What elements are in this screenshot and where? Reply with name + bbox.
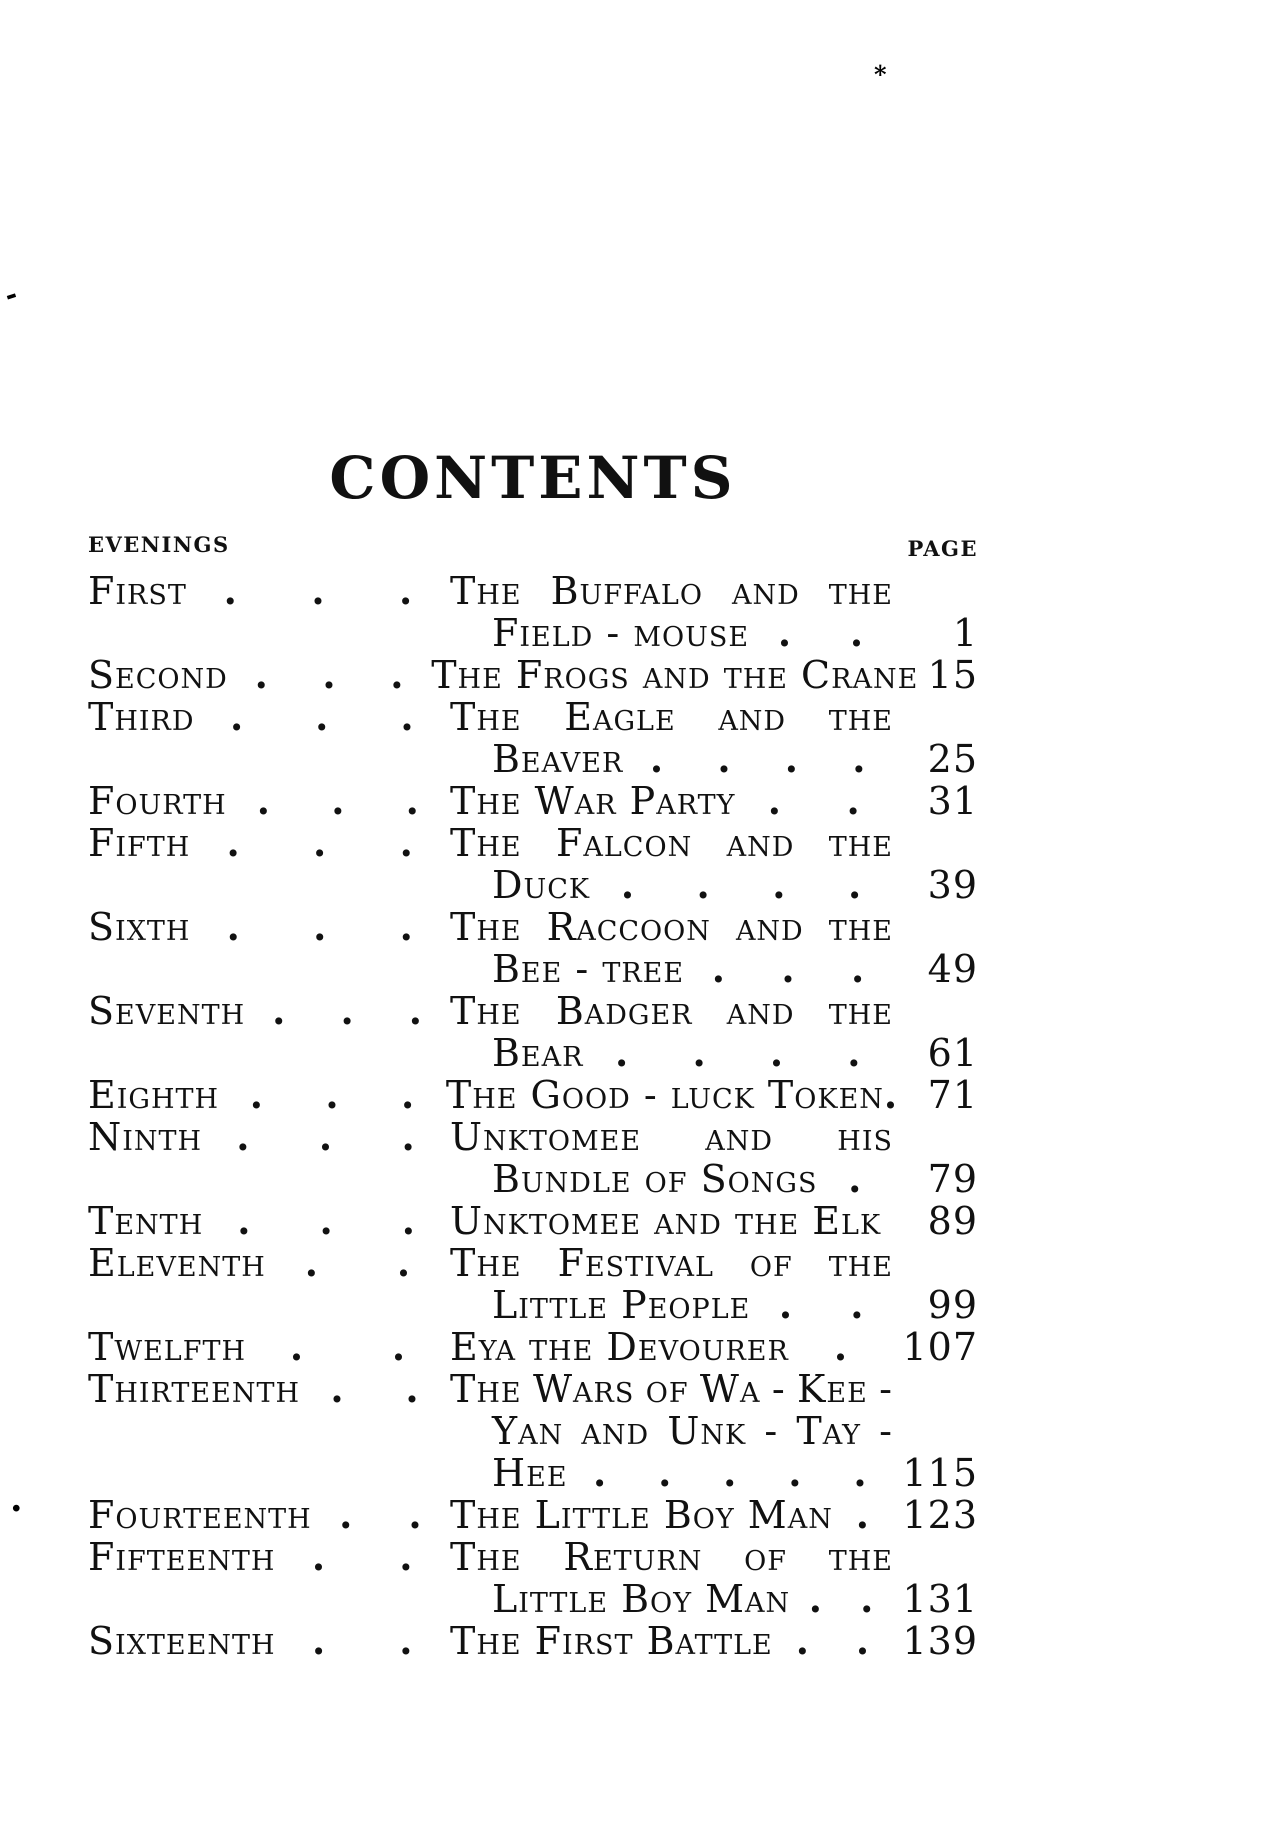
toc-entry-line: [88, 1368, 978, 1410]
page-number: 1: [952, 611, 978, 655]
leader-dot: .: [396, 1240, 412, 1285]
entry-evening-label: Ninth: [88, 1115, 203, 1159]
entry-evening-cell: [88, 990, 450, 1032]
title-word: and: [581, 1409, 650, 1453]
entry-evening-cell: [88, 1620, 450, 1662]
leader-dot: .: [313, 820, 328, 865]
leader-dot: .: [711, 946, 727, 991]
toc-entry-line: [88, 1536, 978, 1578]
leader-dot: .: [795, 1618, 810, 1663]
title-word: the: [828, 905, 893, 949]
toc-entry-line: [88, 696, 978, 738]
leader-dot: .: [249, 1072, 264, 1117]
column-header-evenings: EVENINGS: [88, 532, 230, 557]
toc-entry-line: [88, 1200, 978, 1242]
column-header-page: PAGE: [907, 536, 978, 561]
entry-evening-cell: [88, 1200, 450, 1242]
title-word: and: [735, 905, 804, 949]
title-text: Hee: [492, 1451, 568, 1495]
title-word: and: [718, 695, 787, 739]
leader-dot: .: [223, 568, 238, 613]
title-word: Tay: [796, 1409, 861, 1453]
leader-dot: .: [230, 694, 245, 739]
title-text: Duck: [492, 863, 591, 907]
leader-dot: .: [883, 1072, 899, 1117]
title-word: the: [828, 821, 893, 865]
leader-dot: .: [658, 1450, 673, 1495]
toc-entry-line: [88, 1074, 978, 1116]
title-word: the: [828, 989, 893, 1033]
title-text: The Little Boy Man: [450, 1493, 833, 1537]
entry-evening-cell: [88, 1242, 450, 1284]
entry-evening-label: Second: [88, 653, 228, 697]
toc-entry-line: [88, 1326, 978, 1368]
entry-title-line: [450, 822, 893, 864]
leader-dot: .: [340, 988, 355, 1033]
leader-dot: .: [723, 1450, 738, 1495]
leader-dot: .: [256, 778, 271, 823]
entry-title-line: [450, 1200, 893, 1242]
entry-title-line: [450, 1368, 893, 1410]
title-word: Eagle: [564, 695, 676, 739]
scan-dash-left: -: [0, 277, 22, 312]
title-word: The: [450, 1535, 522, 1579]
entry-title-line: [450, 1536, 893, 1578]
title-text: The War Party: [450, 779, 736, 823]
title-text: Little Boy Man: [492, 1577, 791, 1621]
entry-title-line: [450, 864, 893, 906]
title-word: the: [828, 569, 893, 613]
leader-dot: .: [615, 1030, 630, 1075]
title-word: Badger: [555, 989, 693, 1033]
toc-entry-line: [88, 1116, 978, 1158]
entry-evening-label: First: [88, 569, 187, 613]
entry-evening-label: Sixteenth: [88, 1619, 276, 1663]
leader-dot: .: [401, 1198, 416, 1243]
page-number: 115: [902, 1451, 978, 1495]
title-word: the: [828, 695, 893, 739]
title-word: of: [645, 1367, 689, 1411]
page-number: 15: [927, 653, 978, 697]
leader-dot: .: [325, 1072, 340, 1117]
entry-evening-cell: [88, 1116, 450, 1158]
leader-dot: .: [399, 1618, 414, 1663]
toc-entry-line: [88, 1410, 978, 1452]
leader-dot: .: [339, 1492, 354, 1537]
title-word: Raccoon: [546, 905, 711, 949]
table-of-contents: [88, 530, 978, 1662]
toc-entry-line: [88, 1284, 978, 1326]
title-word: The: [450, 1241, 522, 1285]
page-number: 131: [902, 1577, 978, 1621]
leader-dot: .: [620, 862, 636, 907]
title-word: Yan: [492, 1409, 564, 1453]
entry-evening-cell: [88, 654, 431, 696]
title-word: and: [705, 1115, 774, 1159]
leader-dot: .: [408, 1492, 423, 1537]
entry-title-line: [450, 1116, 893, 1158]
leader-dot: .: [696, 862, 711, 907]
page-number: 39: [927, 863, 978, 907]
leader-dot: .: [322, 652, 337, 697]
leader-dot: .: [846, 778, 861, 823]
leader-dot: .: [649, 736, 665, 781]
title-word: and: [726, 821, 795, 865]
entry-title-line: [450, 990, 893, 1032]
entry-title-line: [450, 1326, 893, 1368]
entry-title-line: [450, 780, 893, 822]
title-word: The: [450, 1367, 522, 1411]
entry-evening-label: Tenth: [88, 1199, 204, 1243]
title-word: -: [879, 1367, 893, 1411]
title-word: The: [450, 695, 522, 739]
entry-evening-cell: [88, 696, 450, 738]
title-word: Unk: [667, 1409, 747, 1453]
leader-dot: .: [848, 862, 863, 907]
leader-dot: .: [272, 988, 287, 1033]
entry-title-line: [450, 1410, 893, 1452]
title-word: -: [879, 1409, 893, 1453]
leader-dot: .: [777, 610, 793, 655]
scan-speck-top: *: [874, 60, 887, 89]
title-word: Falcon: [555, 821, 693, 865]
page-number: 139: [902, 1619, 978, 1663]
toc-entry-line: [88, 1452, 978, 1494]
entry-title-line: [431, 653, 919, 697]
leader-dot: .: [769, 1030, 785, 1075]
entry-evening-label: Fourth: [88, 779, 227, 823]
page-number: 123: [902, 1493, 978, 1537]
scan-dot-left: .: [10, 1478, 23, 1520]
leader-dot: .: [390, 652, 405, 697]
leader-dot: .: [808, 1576, 823, 1621]
leader-dot: .: [391, 1324, 407, 1369]
toc-entry-line: [88, 1620, 978, 1662]
toc-entry-line: [88, 1158, 978, 1200]
leader-dot: .: [313, 904, 328, 949]
title-word: -: [764, 1409, 779, 1453]
title-text: Bear: [492, 1031, 584, 1075]
entry-evening-cell: [88, 1074, 446, 1116]
entry-title-line: [450, 1494, 893, 1536]
title-text: Eya the Devourer: [450, 1325, 789, 1369]
leader-dot: .: [781, 946, 796, 991]
title-word: the: [828, 1535, 893, 1579]
toc-rows: [88, 570, 978, 1662]
title-word: -: [771, 1367, 786, 1411]
leader-dot: .: [400, 1072, 416, 1117]
toc-entry-line: [88, 1578, 978, 1620]
entry-evening-cell: [88, 1494, 450, 1536]
entry-title-line: [450, 738, 893, 780]
entry-evening-cell: [88, 570, 450, 612]
title-word: his: [837, 1115, 893, 1159]
title-text: The Good - luck Token: [445, 1073, 884, 1117]
toc-entry-line: [88, 864, 978, 906]
entry-evening-label: Eighth: [88, 1073, 220, 1117]
title-word: Buffalo: [550, 569, 703, 613]
entry-evening-label: Fifteenth: [88, 1535, 276, 1579]
entry-evening-label: Twelfth: [88, 1325, 247, 1369]
entry-title-line: [445, 1072, 899, 1117]
toc-header-row: [88, 530, 978, 570]
page-number: 31: [927, 779, 978, 823]
entry-evening-label: Thirteenth: [88, 1367, 301, 1411]
leader-dot: .: [849, 610, 865, 655]
page-number: 107: [902, 1325, 978, 1369]
leader-dot: .: [312, 1618, 327, 1663]
title-word: Kee: [797, 1367, 868, 1411]
entry-title-line: [450, 1620, 893, 1662]
leader-dot: .: [860, 1576, 875, 1621]
leader-dot: .: [399, 568, 414, 613]
title-word: The: [450, 905, 522, 949]
toc-entry-line: [88, 948, 978, 990]
leader-dot: .: [331, 778, 346, 823]
toc-entry-line: [88, 1494, 978, 1536]
leader-dot: .: [833, 1324, 849, 1369]
title-text: The Frogs and the Crane: [431, 653, 919, 697]
entry-title-line: [450, 906, 893, 948]
leader-dot: .: [717, 736, 732, 781]
title-word: Return: [563, 1535, 703, 1579]
title-word: of: [749, 1241, 793, 1285]
leader-dot: .: [304, 1240, 319, 1285]
leader-dot: .: [405, 778, 420, 823]
title-text: Field - mouse: [492, 611, 750, 655]
title-word: The: [450, 989, 522, 1033]
leader-dot: .: [401, 1114, 416, 1159]
leader-dot: .: [236, 1114, 251, 1159]
leader-dot: .: [851, 946, 866, 991]
toc-entry-line: [88, 906, 978, 948]
entry-title-line: [450, 696, 893, 738]
leader-dot: .: [237, 1198, 252, 1243]
leader-dot: .: [767, 778, 782, 823]
title-text: Little People: [492, 1283, 751, 1327]
leader-dot: .: [772, 862, 787, 907]
page-number: 89: [927, 1199, 978, 1243]
leader-dot: .: [254, 652, 269, 697]
toc-entry-line: [88, 990, 978, 1032]
leader-dot: .: [784, 736, 799, 781]
toc-entry-line: [88, 1032, 978, 1074]
leader-dot: .: [592, 1450, 608, 1495]
leader-dot: .: [405, 1366, 420, 1411]
leader-dot: .: [852, 736, 867, 781]
title-word: Unktomee: [450, 1115, 642, 1159]
toc-entry-line: [88, 822, 978, 864]
title-word: Festival: [557, 1241, 714, 1285]
entry-title-line: [450, 1452, 893, 1494]
entry-evening-cell: [88, 906, 450, 948]
leader-dot: .: [399, 820, 414, 865]
page-number: 79: [927, 1157, 978, 1201]
leader-dot: .: [330, 1366, 345, 1411]
entry-evening-label: Eleventh: [88, 1241, 266, 1285]
leader-dot: .: [311, 568, 326, 613]
leader-dot: .: [692, 1030, 707, 1075]
entry-title-line: [450, 570, 893, 612]
entry-evening-label: Seventh: [88, 989, 246, 1033]
entry-evening-cell: [88, 822, 450, 864]
leader-dot: .: [855, 1492, 871, 1537]
toc-entry-line: [88, 654, 978, 696]
title-text: The First Battle: [450, 1619, 773, 1663]
title-word: of: [744, 1535, 787, 1579]
page-number: 61: [927, 1031, 978, 1075]
page-number: 99: [927, 1283, 978, 1327]
entry-title-line: [450, 1032, 893, 1074]
page-number: 25: [927, 737, 978, 781]
leader-dot: .: [848, 1156, 863, 1201]
page-number: 71: [927, 1073, 978, 1117]
entry-title-line: [450, 1158, 893, 1200]
entry-evening-cell: [88, 1326, 450, 1368]
title-word: Wars: [532, 1367, 635, 1411]
page-title: CONTENTS: [329, 444, 737, 512]
title-word: The: [450, 821, 522, 865]
entry-evening-label: Third: [88, 695, 195, 739]
leader-dot: .: [850, 1282, 865, 1327]
leader-dot: .: [315, 694, 330, 739]
title-text: Beaver: [492, 737, 624, 781]
entry-evening-cell: [88, 1368, 450, 1410]
entry-evening-label: Sixth: [88, 905, 191, 949]
title-text: Unktomee and the Elk: [450, 1199, 882, 1243]
entry-title-line: [450, 612, 893, 654]
toc-entry-line: [88, 780, 978, 822]
leader-dot: .: [778, 1282, 794, 1327]
leader-dot: .: [318, 1114, 334, 1159]
leader-dot: .: [226, 820, 241, 865]
entry-evening-cell: [88, 780, 450, 822]
entry-title-line: [450, 1578, 893, 1620]
toc-entry-line: [88, 570, 978, 612]
toc-entry-line: [88, 738, 978, 780]
title-word: the: [828, 1241, 893, 1285]
entry-title-line: [450, 1284, 893, 1326]
title-word: Wa: [699, 1367, 761, 1411]
entry-title-line: [450, 1242, 893, 1284]
leader-dot: .: [408, 988, 423, 1033]
leader-dot: .: [400, 694, 415, 739]
entry-evening-label: Fourteenth: [88, 1493, 312, 1537]
page-number: 49: [927, 947, 978, 991]
leader-dot: .: [853, 1450, 868, 1495]
leader-dot: .: [311, 1534, 327, 1579]
title-word: and: [731, 569, 800, 613]
leader-dot: .: [226, 904, 241, 949]
leader-dot: .: [289, 1324, 305, 1369]
entry-evening-label: Fifth: [88, 821, 191, 865]
leader-dot: .: [847, 1030, 862, 1075]
entry-title-line: [450, 948, 893, 990]
title-text: Bee - tree: [492, 947, 685, 991]
leader-dot: .: [855, 1618, 871, 1663]
title-text: Bundle of Songs: [492, 1157, 818, 1201]
title-word: and: [726, 989, 795, 1033]
title-word: The: [450, 569, 522, 613]
toc-entry-line: [88, 1242, 978, 1284]
leader-dot: .: [399, 1534, 414, 1579]
leader-dot: .: [788, 1450, 803, 1495]
toc-entry-line: [88, 612, 978, 654]
leader-dot: .: [319, 1198, 334, 1243]
leader-dot: .: [399, 904, 414, 949]
entry-evening-cell: [88, 1536, 450, 1578]
